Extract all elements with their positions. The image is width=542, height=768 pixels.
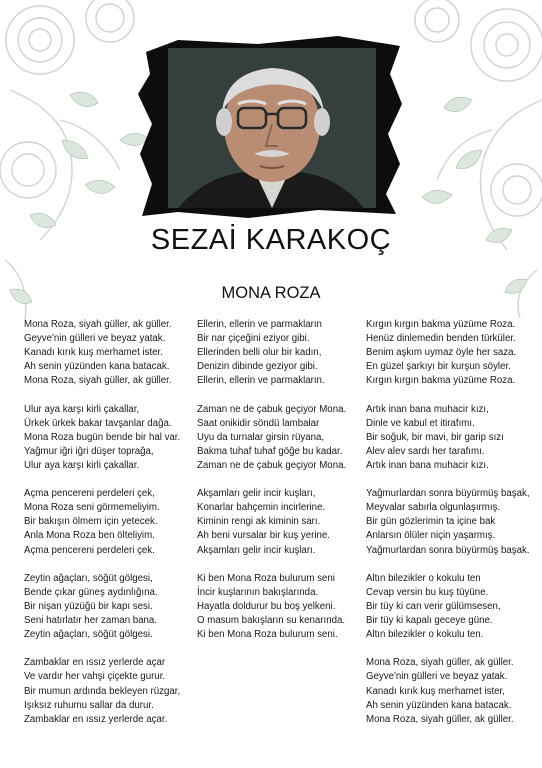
poem-line: Zaman ne de çabuk geçiyor Mona. xyxy=(197,459,347,471)
poem-line: Açma pencereni perdeleri çek. xyxy=(24,544,155,556)
poem-line: Zaman ne de çabuk geçiyor Mona. xyxy=(197,403,347,415)
poem-line: İncir kuşlarının bakışlarında. xyxy=(197,586,319,598)
poem-line: Ve vardır her vahşi çiçekte gurur. xyxy=(24,671,166,683)
poem-line: Zeytin ağaçları, söğüt gölgesi. xyxy=(24,629,153,641)
poem-line: Benim aşkım uymaz öyle her saza. xyxy=(366,347,517,359)
poem-line: Kanadı kırık kuş merhamet ister, xyxy=(366,685,505,697)
poem-line: Ulur aya karşı kirli çakallar, xyxy=(24,403,140,415)
poem-line: Zambaklar en ıssız yerlerde açar xyxy=(24,657,166,669)
poem-line: Saat onikidir söndü lambalar xyxy=(197,417,320,429)
poem-stanza xyxy=(366,572,538,643)
poem-line: Mona Roza, siyah güller, ak güller. xyxy=(24,375,172,387)
poem-line: Ah senin yüzünden kana batacak. xyxy=(24,361,170,373)
poem-stanza xyxy=(197,572,367,643)
poem-title: MONA ROZA xyxy=(221,284,321,302)
poem-line: Anlarsın ölüler niçin yaşarmış. xyxy=(366,530,496,542)
poem-line: Zeytin ağaçları, söğüt gölgesi, xyxy=(24,572,153,584)
poem-line: Mona Roza, siyah güller, ak güller. xyxy=(366,713,514,725)
poem-line: Bir bakışın ölmem için yetecek. xyxy=(24,516,158,528)
poem-stanza xyxy=(197,403,367,474)
poem-line: Bende çıkar güneş aydınlığına. xyxy=(24,586,158,598)
poem-line: Mona Roza bugün bende bir hal var. xyxy=(24,431,181,443)
poem-line: Ah beni vursalar bir kuş yerine. xyxy=(197,530,330,542)
poem-line: Seni hatırlatır her zaman bana. xyxy=(24,615,158,627)
poem-line: O masum bakışların su kenarında. xyxy=(197,615,346,627)
poem-line: Meyvalar sabırla olgunlaşırmış. xyxy=(366,502,501,514)
poem-line: Bir nar çiçeğini eziyor gibi. xyxy=(197,333,310,345)
poem-line: Yağmurlardan sonra büyürmüş başak, xyxy=(366,488,530,500)
poem-line: En güzel şarkıyı bir kurşun söyler. xyxy=(366,361,511,373)
poem-line: Altın bilezikler o kokulu ten. xyxy=(366,629,484,641)
poem-stanza xyxy=(197,487,367,558)
poem-line: Bir soğuk, bir mavi, bir garip sızı xyxy=(366,431,504,443)
poem-line: Mona Roza, siyah güller, ak güller. xyxy=(366,657,514,669)
poem-line: Hayatla doldurur bu boş yelkeni. xyxy=(197,600,336,612)
poem-stanza xyxy=(366,656,538,727)
author-portrait xyxy=(138,34,404,220)
poem-stanza xyxy=(197,318,367,389)
poem-stanza xyxy=(24,487,196,558)
poem-line: Alev alev sardı her tarafımı. xyxy=(366,445,485,457)
poem-line: Bir mumun ardında bekleyen rüzgar, xyxy=(24,685,181,697)
poem-line: Kırgın kırgın bakma yüzüme Roza. xyxy=(366,319,516,330)
poem-column-3 xyxy=(366,318,538,741)
poem-line: Akşamları gelir incir kuşları. xyxy=(197,544,316,556)
poem-line: Ki ben Mona Roza bulurum seni xyxy=(197,572,335,584)
poem-line: Konarlar bahçemin incirlerine. xyxy=(197,502,326,514)
poem-line: Kiminin rengi ak kiminin sarı. xyxy=(197,516,321,528)
poem-stanza xyxy=(24,318,196,389)
poem-line: Ellerin, ellerin ve parmakların xyxy=(197,319,322,330)
poem-line: Mona Roza seni görmemeliyim. xyxy=(24,502,160,514)
poem-line: Geyve'nin gülleri ve beyaz yatak. xyxy=(366,671,508,683)
poem-line: Açma pencereni perdeleri çek, xyxy=(24,488,155,500)
poem-line: Işıksız ruhumu sallar da durur. xyxy=(24,699,154,711)
poem-line: Bir tüy ki can verir gülümsesen, xyxy=(366,600,501,612)
poem-line: Denizin dibinde geziyor gibi. xyxy=(197,361,318,373)
poem-line: Zambaklar en ıssız yerlerde açar. xyxy=(24,713,168,725)
poem-column-2 xyxy=(197,318,367,656)
poem-line: Ellerinden belli olur bir kadın, xyxy=(197,347,322,359)
poem-line: Cevap versin bu kuş tüyüne. xyxy=(366,586,489,598)
poem-stanza xyxy=(24,656,196,727)
poem-stanza xyxy=(366,318,538,389)
poem-line: Bakma tuhaf tuhaf göğe bu kadar. xyxy=(197,445,343,457)
poem-stanza xyxy=(24,403,196,474)
poem-line: Kanadı kırık kuş merhamet ister. xyxy=(24,347,163,359)
poem-line: Ah senin yüzünden kana batacak. xyxy=(366,699,512,711)
poem-line: Ulur aya karşı kirli çakallar. xyxy=(24,459,140,471)
poem-line: Bir nişan yüzüğü bir kapı sesi. xyxy=(24,600,153,612)
poem-line: Geyve'nin gülleri ve beyaz yatak. xyxy=(24,333,166,345)
poem-line: Altın bilezikler o kokulu ten xyxy=(366,572,481,584)
poem-line: Uyu da turnalar girsin rüyana, xyxy=(197,431,325,443)
poem-stanza xyxy=(366,403,538,474)
poem-line: Ürkek ürkek bakar tavşanlar dağa. xyxy=(24,417,172,429)
poem-stanza xyxy=(366,487,538,558)
poem-line: Yağmurlardan sonra büyürmüş başak. xyxy=(366,544,530,556)
poem-line: Ki ben Mona Roza bulurum seni. xyxy=(197,629,338,641)
poem-line: Bir gün gözlerimin ta içine bak xyxy=(366,516,496,528)
poem-line: Kırgın kırgın bakma yüzüme Roza. xyxy=(366,375,516,387)
poem-stanza xyxy=(24,572,196,643)
poem-line: Akşamları gelir incir kuşları, xyxy=(197,488,316,500)
poem-line: Ellerin, ellerin ve parmakların. xyxy=(197,375,325,387)
author-name: SEZAİ KARAKOÇ xyxy=(150,224,392,256)
poem-line: Artık inan bana muhacir kızı, xyxy=(366,403,489,415)
poem-line: Anla Mona Roza ben ölteliyim. xyxy=(24,530,155,542)
poem-line: Yağmur iğri iğri düşer toprağa, xyxy=(24,445,154,457)
poem-column-1 xyxy=(24,318,196,741)
poem-line: Henüz dinlemedin benden türküler. xyxy=(366,333,516,345)
poem-line: Dinle ve kabul et itirafımı. xyxy=(366,417,475,429)
poem-line: Artık inan bana muhacir kızı. xyxy=(366,459,489,471)
poem-line: Bir tüy ki kapalı geceye güne. xyxy=(366,615,493,627)
poem-line: Mona Roza, siyah güller, ak güller. xyxy=(24,319,172,330)
